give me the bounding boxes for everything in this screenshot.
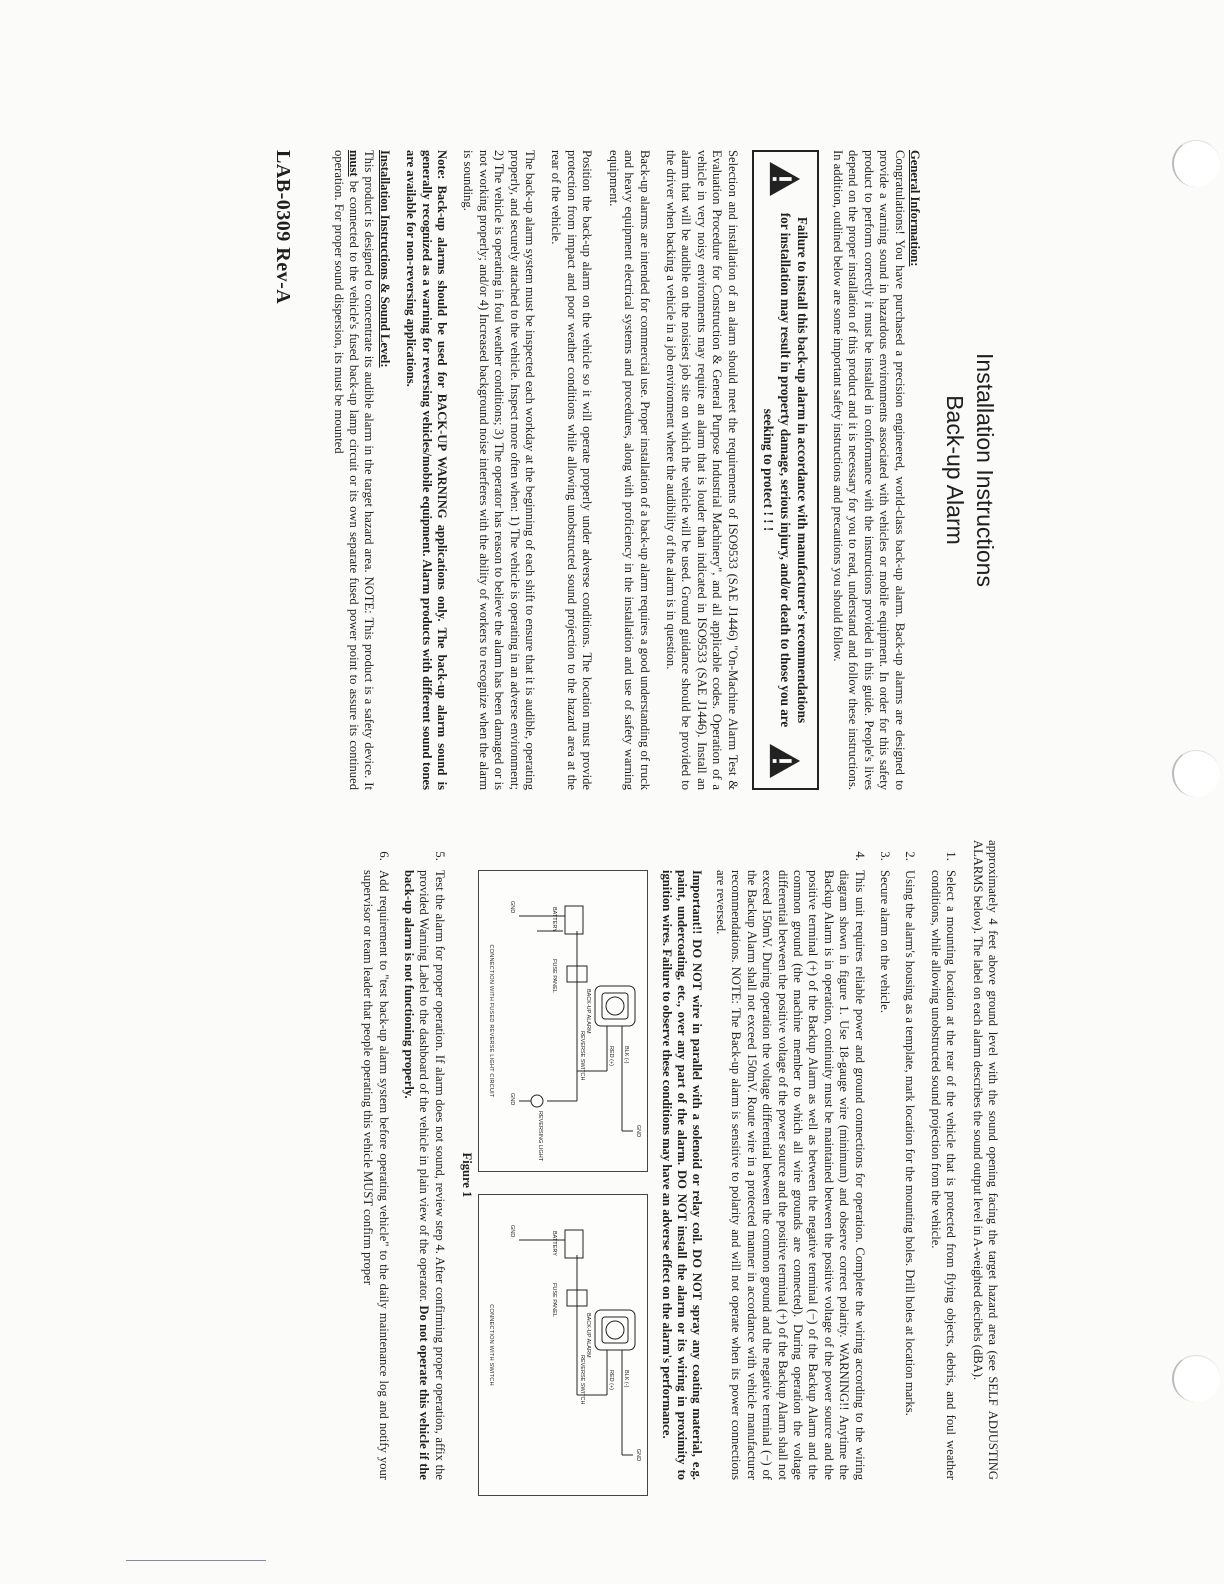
important-notice: Important!! DO NOT wire in parallel with a solenoid or relay coil. DO NOT spray any coating material, e.g. paint, undercoating, etc., over any part of the alarm. DO NOT install the alarm or its wiring in proximity to ignition wires. Failure to observe these conditions may have an adverse effect on the alarm's performance. (659, 870, 705, 1480)
page-title: Installation Instructions (972, 353, 998, 587)
fig2-alarm: BACK-UP ALARM (585, 1313, 592, 1358)
installation-heading: Installation Instructions & Sound Level: (377, 150, 392, 368)
step-5-text: Test the alarm for proper operation. If alarm does not sound, review step 4. After confirming proper operation, affix the provided Warning Label to the dashboard of the vehicle in plain view of the operator. (417, 870, 447, 1480)
fig1-gnd-right: GND (509, 1093, 516, 1106)
fig1-light: REVERSING LIGHT (537, 1111, 544, 1162)
fig2-fuse: FUSE PANEL (551, 1283, 558, 1317)
installation-intro-must: must (347, 150, 362, 177)
fig2-battery: BATTERY (551, 1231, 558, 1256)
diagram-switch (478, 1194, 648, 1496)
fig2-gnd-top: GND (635, 1448, 642, 1462)
title-block (940, 150, 1000, 790)
rotated-page (0, 150, 1000, 1520)
warning-box (752, 150, 819, 790)
fig1-caption: CONNECTION WITH FUSED REVERSE LIGHT CIRCUIT (487, 944, 494, 1098)
installation-section (330, 150, 392, 790)
scan-artifact-line (126, 1560, 266, 1561)
general-body: Congratulations! You have purchased a precision engineered, world-class back-up alarm. Back-up alarms are designed to provide a warning sound in hazardous environments associated with vehicles or mobile equipment. In order for this safety product to perform correctly it must be installed in conformance with the instructions provided in this guide. People's lives depend on the proper installation of this product and it is necessary for you to read, understand and follow these instructions. In addition, outlined below are some important safety instructions and precautions you should follow. (830, 150, 907, 790)
general-information (830, 150, 922, 790)
fig2-blk: BLK (-) (623, 1370, 630, 1388)
step-4-text: This unit requires reliable power and ground connections for operation. Complete the wiring according to the wiring diagram shown in figure 1. Use 18-gauge wire (minimum) and observe correct polarity. WARNING!! Anytime the Backup Alarm is in operation, continuity must be maintained between the positive voltage of the power source and the positive terminal (+) of the Backup Alarm as well as between the negative terminal (−) of the Backup Alarm and the common ground (the machine member to which all wire grounds are connected). During operation the voltage differential between the positive voltage of the power source and the positive terminal (+) of the Backup Alarm shall not exceed 150mV. During operation the voltage differential between the common ground and the negative terminal (−) of the Backup Alarm shall not exceed 150mV. Route wire in a protected manner in accordance with vehicle manufacturer recommendations. NOTE: The Back-up alarm is sensitive to polarity and will not operate when its power connections are reversed. (713, 870, 867, 1480)
warning-triangle-icon (768, 742, 802, 780)
installation-continued: approximately 4 feet above ground level with the sound opening facing the target hazard area (see SELF ADJUSTING ALARMS below). The label on each alarm describes the sound output level in A-weighted decibels (dBA). (970, 840, 1000, 1480)
figure-label: Figure 1 (460, 1152, 475, 1198)
paragraph-position: Position the back-up alarm on the vehicle so it will operate properly under adverse conditions. The location must provide protection from impact and poor weather conditions while allowing unobstructed sound projection to the hazard area at the rear of the vehicle. (549, 150, 595, 790)
step-2: 2. Using the alarm's housing as a template, mark location for the mounting holes. Drill holes at location marks. (902, 864, 917, 1480)
fig2-gnd-left: GND (509, 1225, 516, 1238)
page-subtitle: Back-up Alarm (942, 395, 968, 545)
paragraph-inspection: The back-up alarm system must be inspected each workday at the beginning of each shift to ensure that it is audible, operating properly, and securely attached to the vehicle. Inspect more often when: 1) The vehicle is operating in an adverse environment; 2) The vehicle is operating in foul weather conditions; 3) The operator has reason to believe the alarm has been damaged or is not working properly; and/or 4) Increased background noise interferes with the ability of workers to recognize when the alarm is sounding. (461, 150, 538, 790)
wiring-diagrams (478, 870, 648, 1480)
paragraph-commercial-use: Back-up alarms are intended for commercial use. Proper installation of a back-up alarm requires a good understanding of truck and heavy equipment electrical systems and procedures, along with proficiency in the installation and use of safety warning equipment. (606, 150, 652, 790)
fig1-gnd-left: GND (509, 901, 516, 914)
fig1-switch: REVERSE SWITCH (579, 1031, 586, 1081)
fig1-gnd-top: GND (635, 1124, 642, 1138)
fig1-battery: BATTERY (551, 907, 558, 932)
fig2-switch: REVERSE SWITCH (579, 1355, 586, 1405)
step-5 (401, 864, 447, 1480)
fig2-caption: CONNECTION WITH SWITCH (487, 1304, 494, 1386)
punch-hole-bottom (1172, 1355, 1220, 1402)
step-3: 3. Secure alarm on the vehicle. (877, 864, 892, 1480)
step-6: 6. Add requirement to "test back-up alarm system before operating vehicle" to the daily maintenance log and notify your supervisor or team leader that people operating this vehicle MUST confirm proper (360, 864, 391, 1480)
fig1-red: RED (+) (608, 1046, 615, 1067)
punch-hole-middle (1172, 750, 1220, 797)
column-right (350, 840, 1000, 1480)
fig1-fuse: FUSE PANEL (551, 959, 558, 993)
wiring-diagram-2 (489, 1195, 647, 1495)
fig2-red: RED (+) (608, 1370, 615, 1391)
document-id: LAB-0309 Rev-A (272, 150, 295, 305)
installation-intro-a: This product is designed to concentrate its audible alarm in the target hazard area. NOTE: This product is a safety device. It (362, 150, 377, 790)
paragraph-selection: Selection and installation of an alarm should meet the requirements of ISO9533 (SAE J1446) "On-Machine Alarm Test & Evaluation Procedure for Construction & General Purpose Industrial Machinery", and all applicable codes. Operation of a vehicle in very noisy environments may require an alarm that is louder than indicated in ISO9533 (SAE J1446). Install an alarm that will be audible on the noisiest job site on which the vehicle will be used. Ground guidance should be provided to the driver when backing a vehicle in a job environment where the audibility of the alarm is in question. (663, 150, 740, 790)
wiring-diagram-1 (489, 871, 647, 1171)
step-5-bold: Do not operate this vehicle if the back-up alarm is not functioning properly. (402, 870, 432, 1480)
fig1-blk: BLK (-) (623, 1046, 630, 1064)
warning-triangle-icon (768, 160, 802, 198)
step-4 (459, 864, 867, 1480)
column-left (272, 150, 1000, 790)
warning-text: Failure to install this back-up alarm in accordance with manufacturer's recommendations for installation may result in property damage, serious injury, and/or death to those you are seeking to protect ! ! ! (760, 212, 810, 728)
fig1-alarm: BACK-UP ALARM (585, 989, 592, 1034)
general-heading: General Information: (908, 150, 922, 267)
punch-hole-top (1172, 140, 1220, 187)
steps-list (360, 840, 958, 1480)
step-1: 1. Select a mounting location at the rear of the vehicle that is protected from flying objects, debris, and foul weather conditions, while allowing unobstructed sound projection from the vehicle. (927, 864, 958, 1480)
note-paragraph: Note: Back-up alarms should be used for BACK-UP WARNING applications only. The back-up alarm sound is generally recognized as a warning for reversing vehicles/mobile equipment. Alarm products with different sound tones are available for non-reversing applications. (404, 150, 450, 790)
diagram-fused-reverse-light (478, 870, 648, 1172)
installation-intro-b: be connected to the vehicle's fused back-up lamp circuit or its own separate fused power point to assure its continued operation. For proper sound dispersion, its must be mounted (331, 150, 362, 790)
